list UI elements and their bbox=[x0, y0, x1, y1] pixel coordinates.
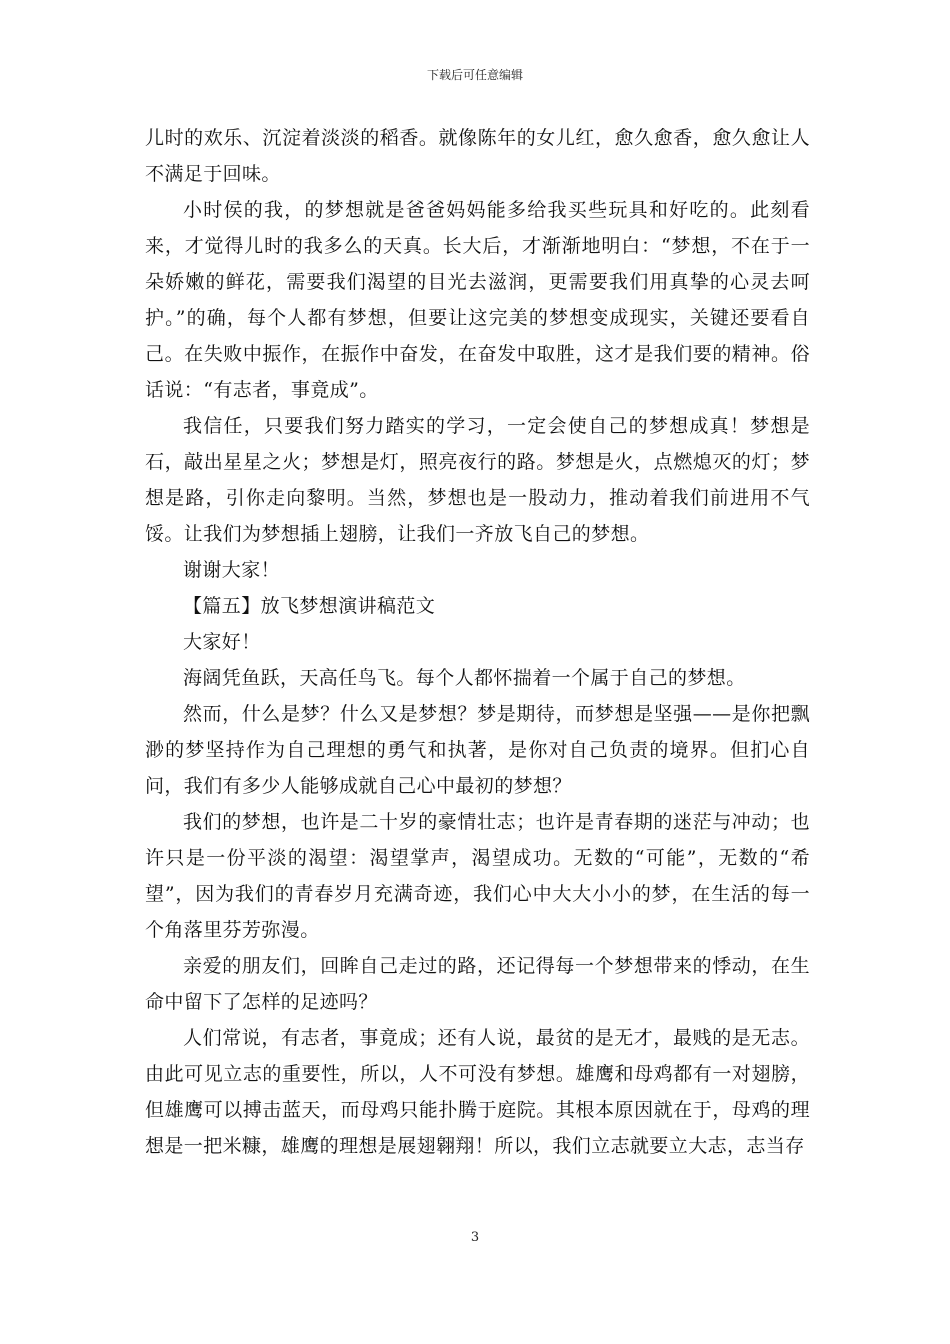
paragraph-friends: 亲爱的朋友们，回眸自己走过的路，还记得每一个梦想带来的悸动，在生命中留下了怎样的足迹吗？ bbox=[145, 955, 810, 1013]
paragraph-greeting: 大家好！ bbox=[183, 631, 261, 653]
paragraph-ambition: 人们常说，有志者，事竟成；还有人说，最贫的是无才，最贱的是无志。由此可见立志的重要性，所以，人不可没有梦想。雄鹰和母鸡都有一对翅膀，但雄鹰可以搏击蓝天，而母鸡只能扑腾于庭院。其根本原因就在于，母鸡的理想是一把米糠，雄鹰的理想是展翅翱翔！所以，我们立志就要立大志，志当存 bbox=[145, 1027, 810, 1157]
page-number: 3 bbox=[470, 1230, 480, 1245]
paragraph-our-dreams: 我们的梦想，也许是二十岁的豪情壮志；也许是青春期的迷茫与冲动；也许只是一份平淡的渴望：渴望掌声，渴望成功。无数的“可能”，无数的“希望”，因为我们的青春岁月充满奇迹，我们心中大大小小的梦，在生活的每一个角落里芬芳弥漫。 bbox=[145, 811, 810, 941]
paragraph-what-is-dream: 然而，什么是梦？什么又是梦想？梦是期待，而梦想是坚强——是你把飘渺的梦坚持作为自己理想的勇气和执著，是你对自己负责的境界。但扪心自问，我们有多少人能够成就自己心中最初的梦想？ bbox=[145, 703, 810, 797]
page-header: 下载后可任意编辑 bbox=[426, 68, 523, 82]
paragraph-thanks: 谢谢大家！ bbox=[183, 559, 281, 581]
paragraph-childhood-dream: 小时侯的我，的梦想就是爸爸妈妈能多给我买些玩具和好吃的。此刻看来，才觉得儿时的我多么的天真。长大后，才渐渐地明白：“梦想，不在于一朵娇嫩的鲜花，需要我们渴望的目光去滋润，更需要我们用真挚的心灵去呵护。”的确，每个人都有梦想，但要让这完美的梦想变成现实，关键还要看自己。在失败中振作，在振作中奋发，在奋发中取胜，这才是我们要的精神。俗话说：“有志者，事竟成”。 bbox=[145, 199, 810, 401]
paragraph-belief: 我信任，只要我们努力踏实的学习，一定会使自己的梦想成真！梦想是石，敲出星星之火；梦想是灯，照亮夜行的路。梦想是火，点燃熄灭的灯；梦想是路，引你走向黎明。当然，梦想也是一股动力，推动着我们前进用不气馁。让我们为梦想插上翅膀，让我们一齐放飞自己的梦想。 bbox=[145, 415, 810, 545]
paragraph-opening: 海阔凭鱼跃，天高任鸟飞。每个人都怀揣着一个属于自己的梦想。 bbox=[183, 667, 746, 689]
document-body bbox=[145, 120, 810, 1164]
section-heading: 【篇五】放飞梦想演讲稿范文 bbox=[183, 595, 436, 617]
paragraph-continuation: 儿时的欢乐、沉淀着淡淡的稻香。就像陈年的女儿红，愈久愈香，愈久愈让人不满足于回味。 bbox=[145, 127, 810, 185]
